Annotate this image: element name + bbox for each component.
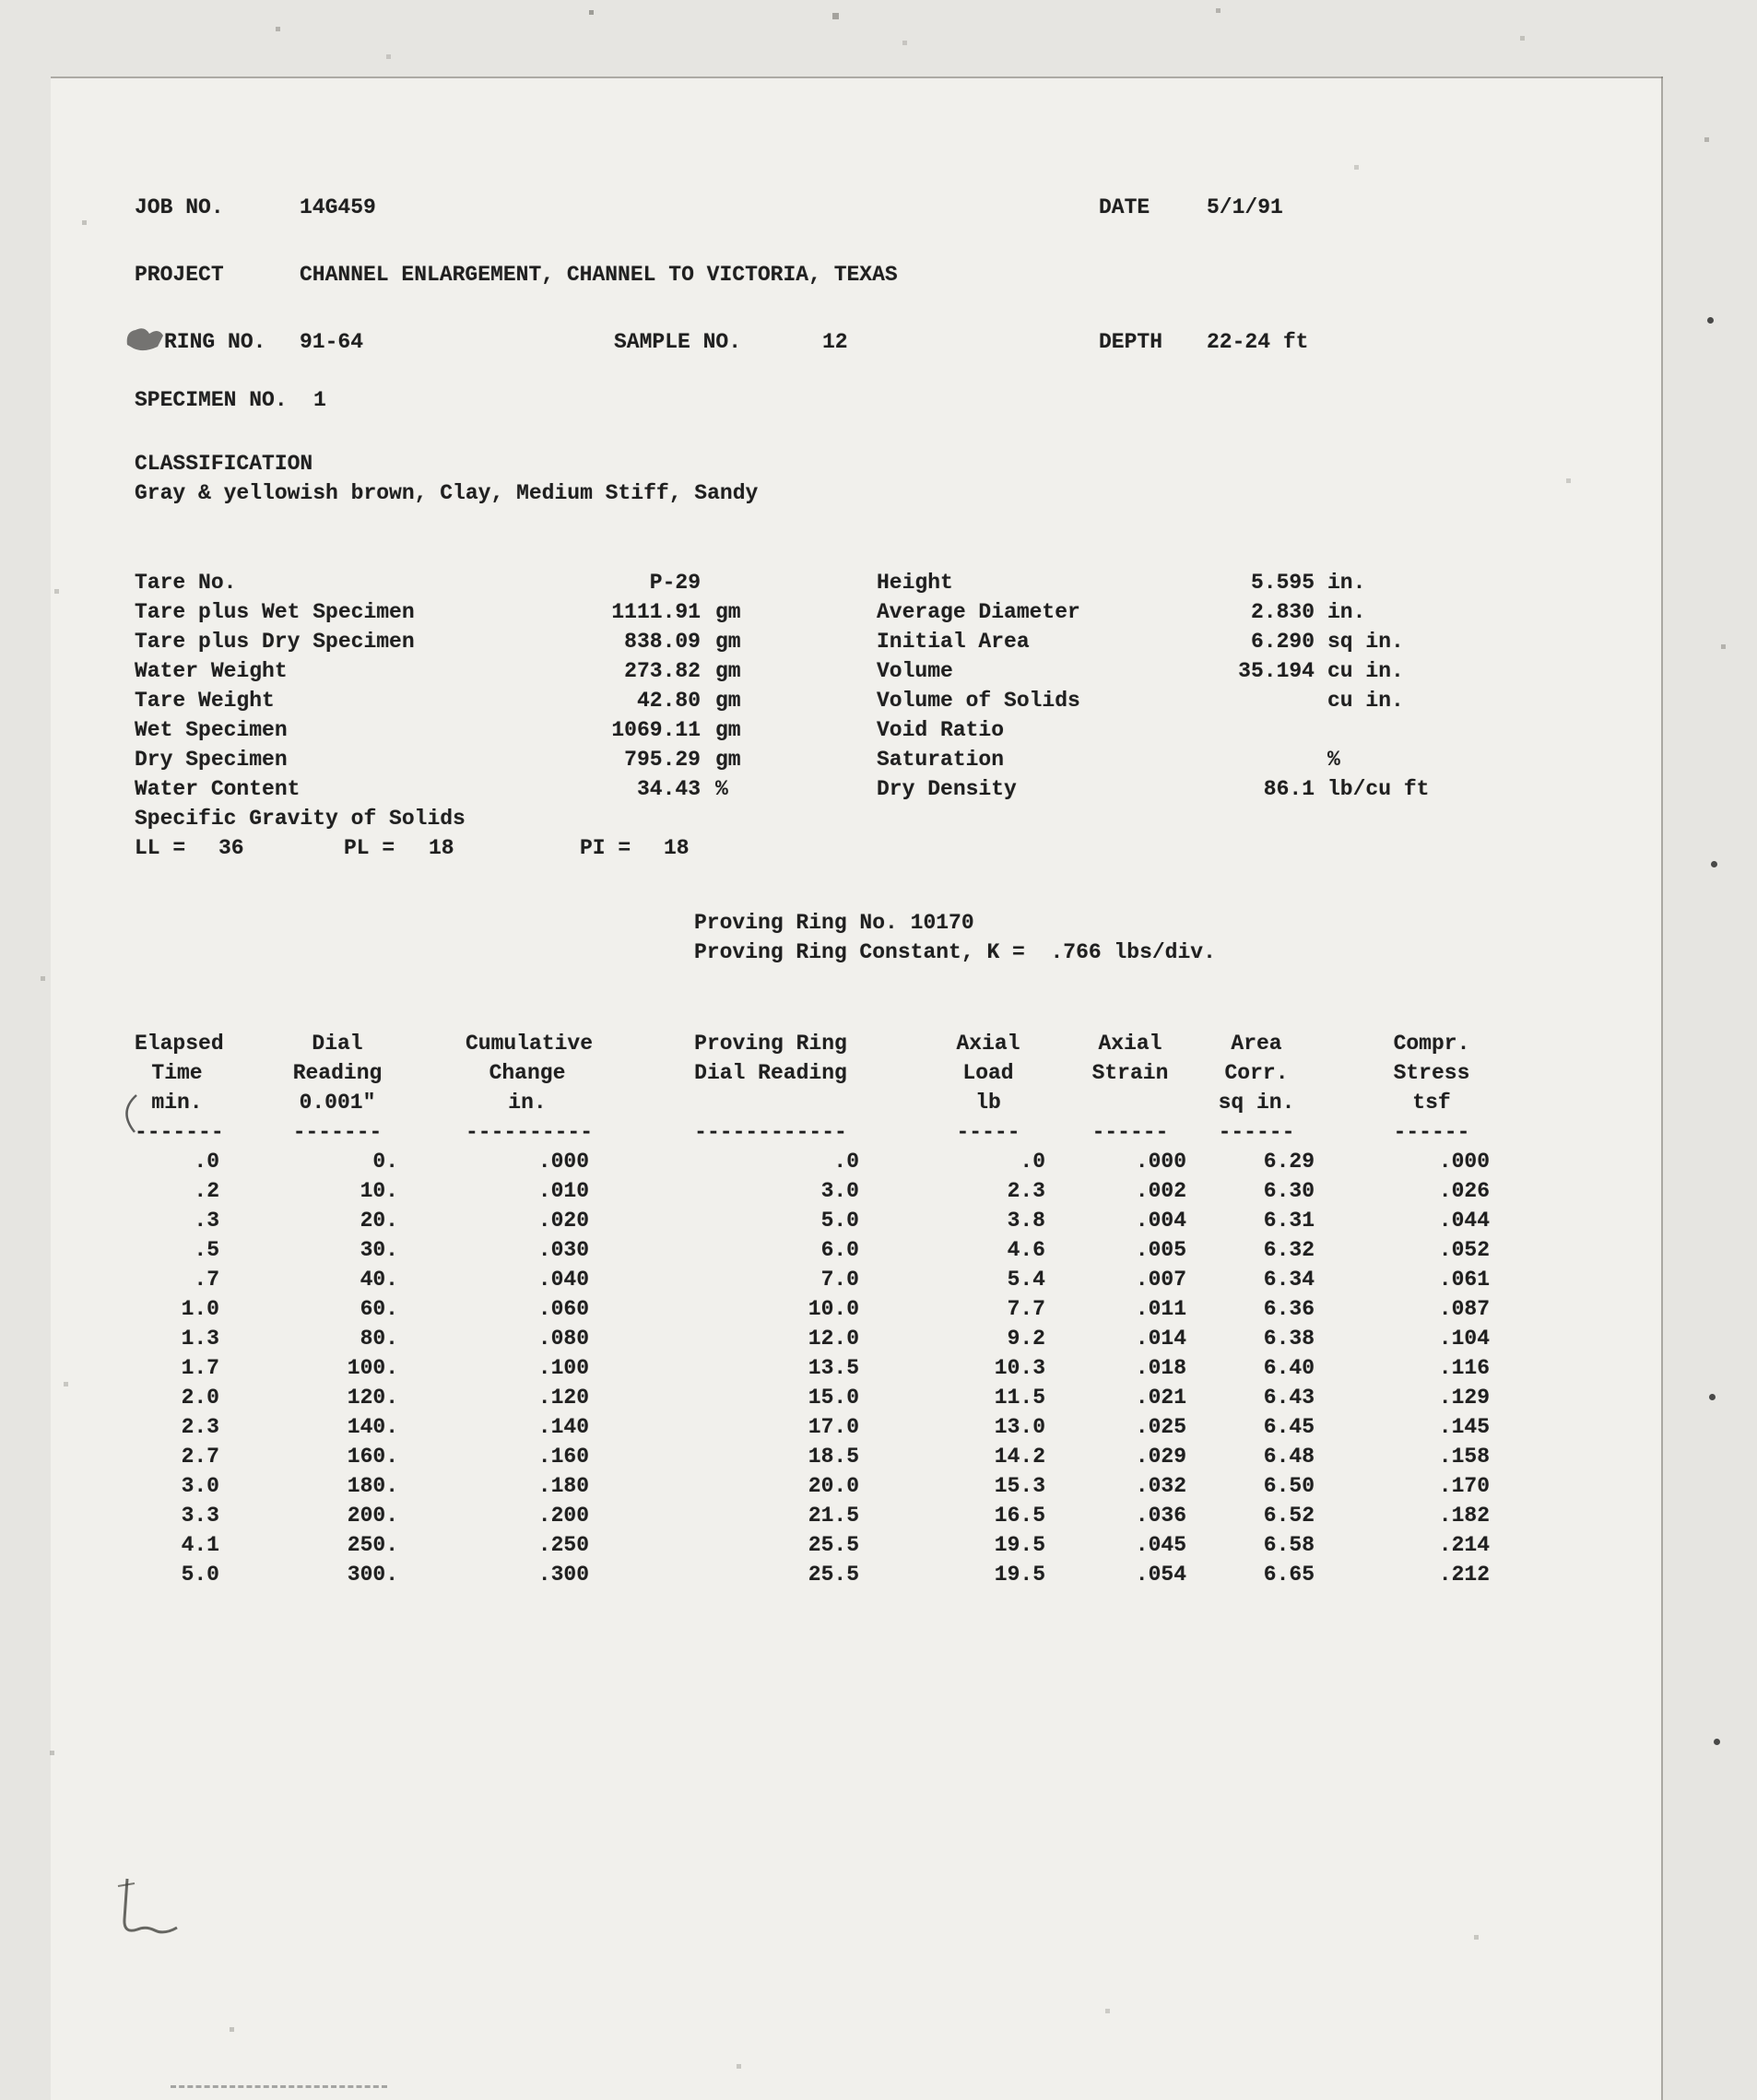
table-cell: .104 <box>1438 1327 1490 1351</box>
table-data-row <box>135 1386 1490 1415</box>
table-header-cell: Reading <box>292 1061 383 1085</box>
table-cell: 6.50 <box>1263 1474 1315 1498</box>
table-header-cell: Stress <box>1393 1061 1470 1085</box>
measurement-value: P-29 <box>649 571 701 595</box>
table-cell: 3.0 <box>181 1474 219 1498</box>
measurement-value: 34.43 <box>636 777 701 801</box>
measurement-label: Volume <box>877 659 953 683</box>
table-data-row <box>135 1179 1490 1209</box>
table-cell: .087 <box>1438 1297 1490 1321</box>
proving-ring-no-line: Proving Ring No. 10170 <box>694 911 974 935</box>
table-header-cell: Cumulative <box>466 1032 594 1056</box>
sample-no-label: SAMPLE NO. <box>614 330 742 354</box>
measurement-label: Specific Gravity of Solids <box>135 807 466 831</box>
table-cell: 6.29 <box>1263 1150 1315 1174</box>
table-header-cell: Change <box>489 1061 566 1085</box>
table-cell: 15.3 <box>994 1474 1045 1498</box>
table-cell: 17.0 <box>808 1415 859 1439</box>
table-cell: .032 <box>1135 1474 1186 1498</box>
measurement-row <box>135 748 741 777</box>
table-cell: .080 <box>537 1327 589 1351</box>
table-cell: .000 <box>1135 1150 1186 1174</box>
table-cell: .7 <box>194 1268 219 1292</box>
measurement-unit: % <box>715 777 728 801</box>
table-separator-cell: ------ <box>1218 1120 1295 1144</box>
table-cell: .0 <box>833 1150 859 1174</box>
table-cell: .5 <box>194 1238 219 1262</box>
measurement-value: 86.1 <box>1263 777 1315 801</box>
table-cell: 11.5 <box>994 1386 1045 1410</box>
measurement-unit: cu in. <box>1327 689 1404 713</box>
table-cell: 19.5 <box>994 1563 1045 1587</box>
table-cell: 1.3 <box>181 1327 219 1351</box>
measurement-unit: gm <box>715 600 741 624</box>
measurement-row <box>135 777 741 807</box>
table-header-cell: Strain <box>1091 1061 1169 1085</box>
table-header-row <box>135 1091 1490 1120</box>
table-cell: .200 <box>537 1504 589 1528</box>
table-cell: 6.58 <box>1263 1533 1315 1557</box>
table-cell: 140. <box>347 1415 398 1439</box>
table-cell: 6.48 <box>1263 1445 1315 1469</box>
table-cell: 9.2 <box>1007 1327 1045 1351</box>
table-separator-cell: ------ <box>1091 1120 1169 1144</box>
measurement-label: Dry Specimen <box>135 748 288 772</box>
measurement-unit: in. <box>1327 600 1366 624</box>
table-cell: .212 <box>1438 1563 1490 1587</box>
table-cell: .180 <box>537 1474 589 1498</box>
classification-label: CLASSIFICATION <box>135 452 313 476</box>
table-cell: .170 <box>1438 1474 1490 1498</box>
table-header-cell: Area <box>1231 1032 1282 1056</box>
measurement-label: Saturation <box>877 748 1005 772</box>
measurement-row <box>135 600 741 630</box>
table-cell: .002 <box>1135 1179 1186 1203</box>
table-cell: 80. <box>360 1327 398 1351</box>
measurement-unit: cu in. <box>1327 659 1404 683</box>
table-cell: .021 <box>1135 1386 1186 1410</box>
measurement-unit: sq in. <box>1327 630 1404 654</box>
measurement-value: 35.194 <box>1238 659 1315 683</box>
table-cell: .100 <box>537 1356 589 1380</box>
table-header-cell: Corr. <box>1224 1061 1289 1085</box>
table-cell: 7.7 <box>1007 1297 1045 1321</box>
table-cell: 6.43 <box>1263 1386 1315 1410</box>
table-cell: .158 <box>1438 1445 1490 1469</box>
table-cell: .029 <box>1135 1445 1186 1469</box>
measurement-label: Volume of Solids <box>877 689 1080 713</box>
table-cell: .000 <box>1438 1150 1490 1174</box>
table-data-row <box>135 1504 1490 1533</box>
measurement-row <box>877 718 1429 748</box>
table-cell: .000 <box>537 1150 589 1174</box>
table-data-row <box>135 1297 1490 1327</box>
table-cell: .030 <box>537 1238 589 1262</box>
measurement-value: 2.830 <box>1250 600 1315 624</box>
table-cell: 3.0 <box>820 1179 859 1203</box>
table-cell: .040 <box>537 1268 589 1292</box>
table-cell: 13.0 <box>994 1415 1045 1439</box>
table-separator-cell: ----- <box>956 1120 1020 1144</box>
table-cell: 30. <box>360 1238 398 1262</box>
scan-noise-specks <box>0 0 3 3</box>
table-separator-row <box>135 1120 1490 1150</box>
table-header-cell: Proving Ring <box>694 1032 847 1056</box>
table-cell: .005 <box>1135 1238 1186 1262</box>
table-cell: .044 <box>1438 1209 1490 1233</box>
table-data-row <box>135 1563 1490 1592</box>
table-header-row <box>135 1032 1490 1061</box>
job-no-label: JOB NO. <box>135 195 224 219</box>
measurement-row <box>877 659 1429 689</box>
table-separator-cell: ------ <box>1393 1120 1470 1144</box>
measurement-label: Tare No. <box>135 571 237 595</box>
measurement-row <box>135 659 741 689</box>
measurement-value: 838.09 <box>624 630 701 654</box>
measurements-right-column <box>877 571 1429 807</box>
table-cell: 16.5 <box>994 1504 1045 1528</box>
table-cell: .0 <box>1020 1150 1045 1174</box>
table-cell: .011 <box>1135 1297 1186 1321</box>
table-separator-cell: ------- <box>292 1120 383 1144</box>
measurement-label: Water Content <box>135 777 301 801</box>
measurement-label: Height <box>877 571 953 595</box>
measurement-unit: gm <box>715 630 741 654</box>
measurement-value: 795.29 <box>624 748 701 772</box>
specimen-no-label: SPECIMEN NO. <box>135 388 288 412</box>
table-header-cell <box>682 1091 859 1120</box>
table-data-row <box>135 1209 1490 1238</box>
table-cell: .2 <box>194 1179 219 1203</box>
pen-scribble-mark <box>107 1871 208 1945</box>
table-cell: 6.38 <box>1263 1327 1315 1351</box>
measurement-label: Average Diameter <box>877 600 1080 624</box>
table-cell: 1.0 <box>181 1297 219 1321</box>
table-header-cell: lb <box>975 1091 1001 1115</box>
table-cell: .060 <box>537 1297 589 1321</box>
measurement-value: 1111.91 <box>611 600 701 624</box>
table-cell: .020 <box>537 1209 589 1233</box>
table-cell: 40. <box>360 1268 398 1292</box>
table-cell: .054 <box>1135 1563 1186 1587</box>
scan-border-top <box>51 77 1663 78</box>
table-cell: 5.0 <box>181 1563 219 1587</box>
table-data-row <box>135 1445 1490 1474</box>
table-cell: 120. <box>347 1386 398 1410</box>
measurement-label: Tare plus Dry Specimen <box>135 630 415 654</box>
scan-bottom-dashed-line <box>171 2085 387 2088</box>
table-cell: 10. <box>360 1179 398 1203</box>
measurement-value: 5.595 <box>1250 571 1315 595</box>
pl-label: PL = <box>344 836 395 860</box>
table-cell: 4.6 <box>1007 1238 1045 1262</box>
table-cell: 5.4 <box>1007 1268 1045 1292</box>
table-cell: .140 <box>537 1415 589 1439</box>
table-cell: 200. <box>347 1504 398 1528</box>
table-data-row <box>135 1268 1490 1297</box>
table-cell: .300 <box>537 1563 589 1587</box>
ll-value: 36 <box>218 836 244 860</box>
table-cell: .018 <box>1135 1356 1186 1380</box>
table-data-row <box>135 1474 1490 1504</box>
table-cell: .160 <box>537 1445 589 1469</box>
measurement-label: Void Ratio <box>877 718 1005 742</box>
measurement-label: Water Weight <box>135 659 288 683</box>
measurements-left-column <box>135 571 741 836</box>
table-cell: 18.5 <box>808 1445 859 1469</box>
table-cell: 13.5 <box>808 1356 859 1380</box>
depth-value: 22-24 ft <box>1207 330 1309 354</box>
project-value: CHANNEL ENLARGEMENT, CHANNEL TO VICTORIA, TEXAS <box>300 263 898 287</box>
table-data-row <box>135 1533 1490 1563</box>
measurement-value: 42.80 <box>636 689 701 713</box>
pi-value: 18 <box>664 836 690 860</box>
table-cell: 0. <box>372 1150 398 1174</box>
specimen-no-value: 1 <box>313 388 326 412</box>
table-header-cell: Compr. <box>1393 1032 1470 1056</box>
table-cell: 6.65 <box>1263 1563 1315 1587</box>
table-cell: .250 <box>537 1533 589 1557</box>
table-cell: .025 <box>1135 1415 1186 1439</box>
table-cell: 100. <box>347 1356 398 1380</box>
table-data-row <box>135 1327 1490 1356</box>
table-header-cell: Time <box>151 1061 203 1085</box>
measurement-row <box>877 748 1429 777</box>
table-cell: 25.5 <box>808 1533 859 1557</box>
table-cell: .010 <box>537 1179 589 1203</box>
table-cell: 4.1 <box>181 1533 219 1557</box>
table-separator-cell: ---------- <box>466 1120 594 1144</box>
measurement-row <box>877 630 1429 659</box>
table-header-cell: in. <box>508 1091 547 1115</box>
table-cell: 6.32 <box>1263 1238 1315 1262</box>
proving-ring-constant-line: Proving Ring Constant, K = .766 lbs/div. <box>694 940 1216 964</box>
table-cell: .129 <box>1438 1386 1490 1410</box>
table-cell: 2.3 <box>181 1415 219 1439</box>
scan-margin-dots <box>1707 317 1714 324</box>
table-cell: 160. <box>347 1445 398 1469</box>
table-cell: 1.7 <box>181 1356 219 1380</box>
measurement-row <box>135 630 741 659</box>
measurement-unit: gm <box>715 748 741 772</box>
table-data-row <box>135 1415 1490 1445</box>
table-cell: .014 <box>1135 1327 1186 1351</box>
table-cell: 6.30 <box>1263 1179 1315 1203</box>
table-cell: .036 <box>1135 1504 1186 1528</box>
measurement-label: Wet Specimen <box>135 718 288 742</box>
table-cell: 180. <box>347 1474 398 1498</box>
table-header-cell: tsf <box>1412 1091 1451 1115</box>
measurement-row <box>135 689 741 718</box>
measurement-unit: % <box>1327 748 1340 772</box>
measurement-label: Tare Weight <box>135 689 275 713</box>
scan-border-right <box>1661 77 1663 2100</box>
measurement-row <box>877 689 1429 718</box>
table-cell: 6.52 <box>1263 1504 1315 1528</box>
table-data-row <box>135 1356 1490 1386</box>
table-cell: 7.0 <box>820 1268 859 1292</box>
measurement-row <box>877 777 1429 807</box>
table-cell: .045 <box>1135 1533 1186 1557</box>
table-separator-cell: ------------ <box>694 1120 847 1144</box>
ll-label: LL = <box>135 836 186 860</box>
depth-label: DEPTH <box>1099 330 1163 354</box>
table-cell: .004 <box>1135 1209 1186 1233</box>
table-cell: 3.3 <box>181 1504 219 1528</box>
table-cell: 20. <box>360 1209 398 1233</box>
table-cell: 10.3 <box>994 1356 1045 1380</box>
table-cell: .3 <box>194 1209 219 1233</box>
table-header-cell: 0.001" <box>299 1091 376 1115</box>
table-cell: 6.0 <box>820 1238 859 1262</box>
pi-label: PI = <box>580 836 631 860</box>
boring-no-label: RING NO. <box>164 330 266 354</box>
table-header-cell: Axial <box>1098 1032 1162 1056</box>
table-cell: .0 <box>194 1150 219 1174</box>
table-cell: .007 <box>1135 1268 1186 1292</box>
measurement-label: Tare plus Wet Specimen <box>135 600 415 624</box>
measurement-unit: in. <box>1327 571 1366 595</box>
table-cell: 25.5 <box>808 1563 859 1587</box>
table-cell: 2.0 <box>181 1386 219 1410</box>
table-cell: .182 <box>1438 1504 1490 1528</box>
table-header-cell: sq in. <box>1218 1091 1295 1115</box>
table-header-row <box>135 1061 1490 1091</box>
project-label: PROJECT <box>135 263 224 287</box>
table-header-cell: Dial Reading <box>694 1061 847 1085</box>
measurement-unit: lb/cu ft <box>1327 777 1430 801</box>
table-cell: .061 <box>1438 1268 1490 1292</box>
table-cell: 19.5 <box>994 1533 1045 1557</box>
table-header-cell: Load <box>962 1061 1014 1085</box>
table-data-row <box>135 1150 1490 1179</box>
measurement-value: 1069.11 <box>611 718 701 742</box>
table-cell: .145 <box>1438 1415 1490 1439</box>
table-cell: .052 <box>1438 1238 1490 1262</box>
table-header-cell: Elapsed <box>135 1032 224 1056</box>
table-cell: 3.8 <box>1007 1209 1045 1233</box>
measurement-unit: gm <box>715 689 741 713</box>
table-header-cell <box>1074 1091 1186 1120</box>
measurement-row <box>877 600 1429 630</box>
table-cell: 6.36 <box>1263 1297 1315 1321</box>
classification-value: Gray & yellowish brown, Clay, Medium Stiff, Sandy <box>135 481 759 505</box>
sample-no-value: 12 <box>822 330 848 354</box>
table-cell: .120 <box>537 1386 589 1410</box>
measurement-unit: gm <box>715 718 741 742</box>
table-header-cell: Axial <box>956 1032 1020 1056</box>
measurement-row <box>877 571 1429 600</box>
table-cell: 250. <box>347 1533 398 1557</box>
boring-no-value: 91-64 <box>300 330 364 354</box>
table-cell: 20.0 <box>808 1474 859 1498</box>
measurement-row <box>135 718 741 748</box>
table-cell: .214 <box>1438 1533 1490 1557</box>
table-cell: 5.0 <box>820 1209 859 1233</box>
table-cell: 2.7 <box>181 1445 219 1469</box>
table-cell: 2.3 <box>1007 1179 1045 1203</box>
measurement-value: 273.82 <box>624 659 701 683</box>
data-table <box>135 1032 1490 1592</box>
table-cell: 6.34 <box>1263 1268 1315 1292</box>
table-cell: 10.0 <box>808 1297 859 1321</box>
table-header-cell: Dial <box>312 1032 363 1056</box>
table-cell: 300. <box>347 1563 398 1587</box>
measurement-label: Initial Area <box>877 630 1030 654</box>
table-cell: 14.2 <box>994 1445 1045 1469</box>
job-no-value: 14G459 <box>300 195 376 219</box>
table-data-row <box>135 1238 1490 1268</box>
table-cell: .116 <box>1438 1356 1490 1380</box>
table-cell: 12.0 <box>808 1327 859 1351</box>
table-cell: 6.45 <box>1263 1415 1315 1439</box>
table-cell: .026 <box>1438 1179 1490 1203</box>
date-label: DATE <box>1099 195 1150 219</box>
measurement-row <box>135 807 741 836</box>
table-cell: 15.0 <box>808 1386 859 1410</box>
measurement-row <box>135 571 741 600</box>
table-cell: 21.5 <box>808 1504 859 1528</box>
table-cell: 6.31 <box>1263 1209 1315 1233</box>
table-header-cell: min. <box>151 1091 203 1115</box>
date-value: 5/1/91 <box>1207 195 1283 219</box>
table-separator-cell: ------- <box>135 1120 224 1144</box>
measurement-unit: gm <box>715 659 741 683</box>
measurement-label: Dry Density <box>877 777 1017 801</box>
table-cell: 6.40 <box>1263 1356 1315 1380</box>
measurement-value: 6.290 <box>1250 630 1315 654</box>
table-cell: 60. <box>360 1297 398 1321</box>
pl-value: 18 <box>429 836 454 860</box>
